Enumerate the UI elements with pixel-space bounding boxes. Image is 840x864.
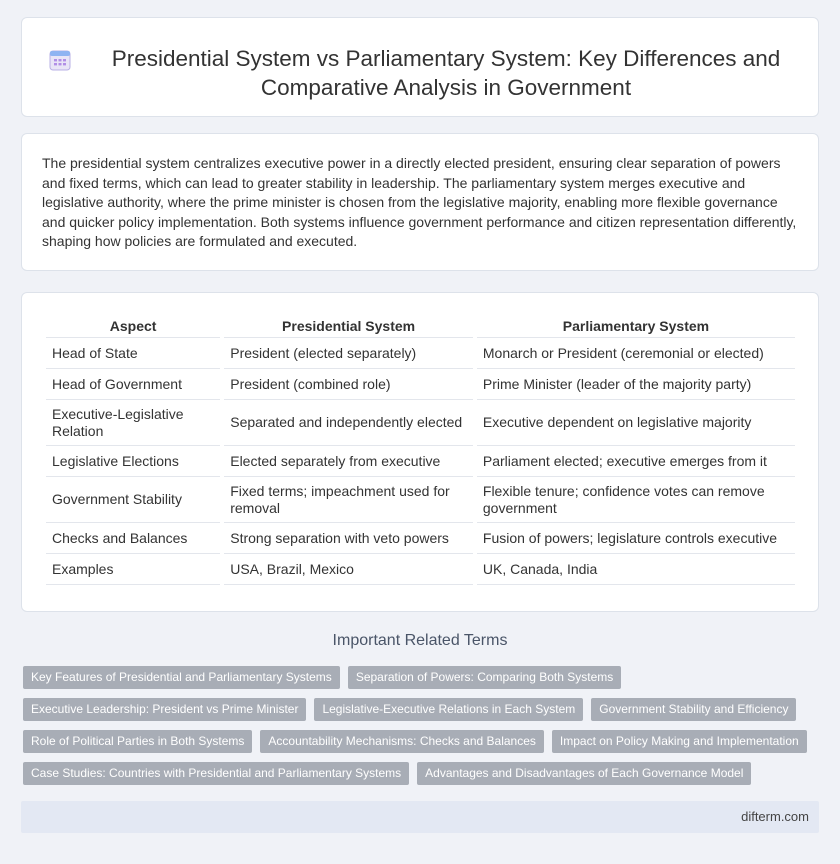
table-cell: Prime Minister (leader of the majority party) [477, 369, 795, 400]
summary-card [21, 133, 819, 271]
summary-text: The presidential system centralizes executive power in a directly elected president, ensuring clear separation of powers and fixed terms, which can lead to greater stability in leadership. The parliamentary system merges executive and legislative authority, where the prime minister is chosen from the legislative majority, enabling more flexible governance and quicker policy implementation. Both systems influence government performance and citizen representation differently, shaping how policies are formulated and executed. [42, 155, 797, 249]
related-term-tag[interactable]: Key Features of Presidential and Parliamentary Systems [23, 666, 340, 689]
table-cell: Fusion of powers; legislature controls executive [477, 523, 795, 554]
table-cell: Flexible tenure; confidence votes can remove government [477, 477, 795, 523]
table-cell: Elected separately from executive [224, 446, 473, 477]
table-cell: Monarch or President (ceremonial or elected) [477, 338, 795, 369]
table-cell: USA, Brazil, Mexico [224, 554, 473, 585]
table-cell: UK, Canada, India [477, 554, 795, 585]
table-cell: Examples [46, 554, 220, 585]
column-header-aspect: Aspect [46, 316, 220, 338]
table-cell: Checks and Balances [46, 523, 220, 554]
related-term-tag[interactable]: Separation of Powers: Comparing Both Systems [348, 666, 621, 689]
related-term-tag[interactable]: Government Stability and Efficiency [591, 698, 796, 721]
comparison-table [42, 316, 799, 585]
related-terms-title: Important Related Terms [332, 632, 508, 649]
related-term-tag[interactable]: Case Studies: Countries with Presidential and Parliamentary Systems [23, 762, 409, 785]
table-row [46, 554, 795, 585]
table-row [46, 446, 795, 477]
footer-brand-link[interactable]: difterm.com [741, 809, 809, 824]
related-terms-list [23, 666, 823, 794]
footer [21, 801, 819, 833]
comparison-table-card [21, 292, 819, 612]
column-header-presidential: Presidential System [224, 316, 473, 338]
related-term-tag[interactable]: Legislative-Executive Relations in Each System [314, 698, 583, 721]
table-cell: Executive-Legislative Relation [46, 400, 220, 446]
table-cell: President (elected separately) [224, 338, 473, 369]
table-row [46, 338, 795, 369]
column-header-parliamentary: Parliamentary System [477, 316, 795, 338]
related-term-tag[interactable]: Accountability Mechanisms: Checks and Balances [260, 730, 543, 753]
related-term-tag[interactable]: Advantages and Disadvantages of Each Governance Model [417, 762, 751, 785]
table-row [46, 477, 795, 523]
table-cell: Executive dependent on legislative majority [477, 400, 795, 446]
table-cell: Strong separation with veto powers [224, 523, 473, 554]
table-row [46, 369, 795, 400]
table-cell: Government Stability [46, 477, 220, 523]
table-cell: Head of State [46, 338, 220, 369]
table-row [46, 400, 795, 446]
related-term-tag[interactable]: Executive Leadership: President vs Prime Minister [23, 698, 306, 721]
table-header-row [46, 316, 795, 338]
header-card [21, 17, 819, 117]
related-term-tag[interactable]: Role of Political Parties in Both Systems [23, 730, 252, 753]
table-row [46, 523, 795, 554]
related-term-tag[interactable]: Impact on Policy Making and Implementation [552, 730, 807, 753]
page-title: Presidential System vs Parliamentary System: Key Differences and Comparative Analysis in Government [111, 46, 781, 100]
calendar-grid-icon [48, 48, 72, 72]
table-cell: Fixed terms; impeachment used for removal [224, 477, 473, 523]
table-cell: Separated and independently elected [224, 400, 473, 446]
table-cell: President (combined role) [224, 369, 473, 400]
table-cell: Head of Government [46, 369, 220, 400]
table-cell: Parliament elected; executive emerges from it [477, 446, 795, 477]
table-cell: Legislative Elections [46, 446, 220, 477]
